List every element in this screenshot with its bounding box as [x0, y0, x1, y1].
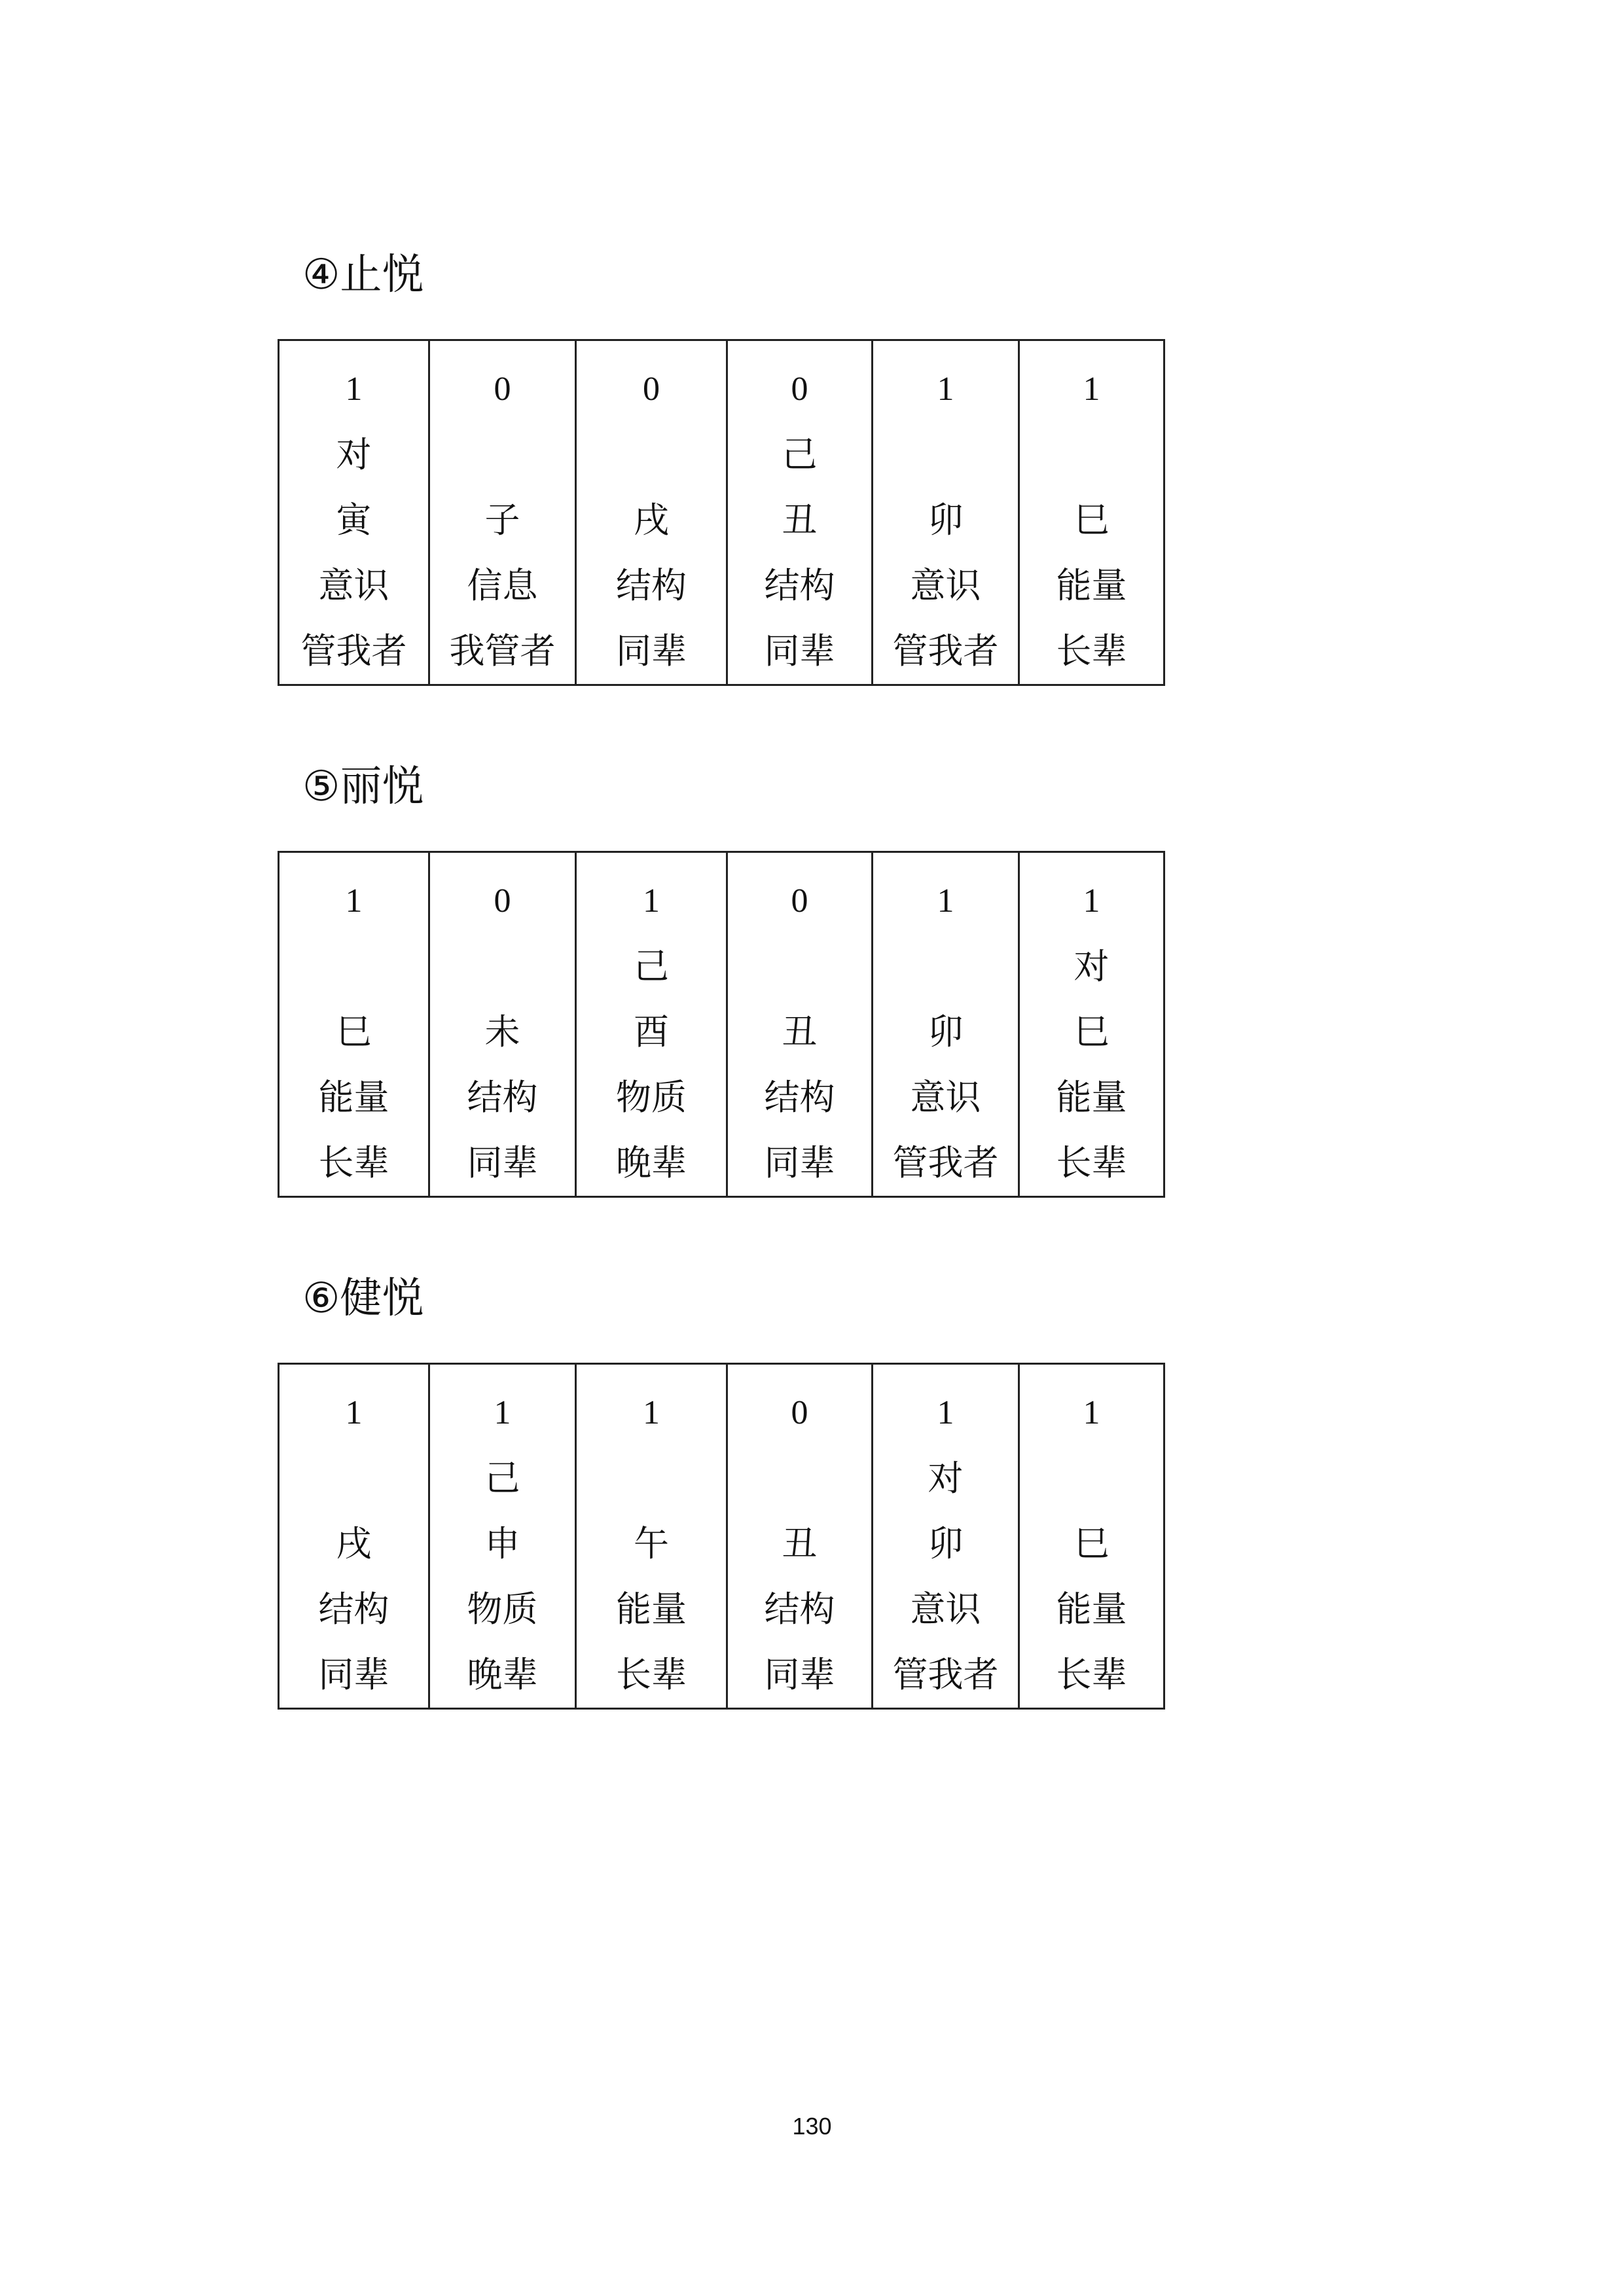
- bit-value: 1: [1083, 882, 1100, 920]
- category: 物质: [467, 1588, 538, 1630]
- relation-mark: [728, 1446, 871, 1511]
- role: 我管者: [449, 630, 556, 672]
- role: 同辈: [764, 1142, 835, 1183]
- bit-value: 1: [937, 882, 954, 920]
- table-cell: [429, 1364, 576, 1709]
- relation-mark: 己: [782, 434, 818, 475]
- role: 管我者: [892, 630, 999, 672]
- page-number: 130: [792, 2113, 832, 2140]
- table-cell: [429, 852, 576, 1197]
- role: 同辈: [467, 1142, 538, 1183]
- earthly-branch: 戌: [634, 499, 669, 541]
- role: 同辈: [318, 1654, 389, 1695]
- bit-value: 0: [791, 1394, 808, 1431]
- table-cell: [873, 852, 1019, 1197]
- category: 意识: [910, 1588, 981, 1630]
- category: 能量: [1056, 1077, 1127, 1118]
- relation-mark: [280, 1446, 428, 1511]
- category: 结构: [764, 1077, 835, 1118]
- relation-mark: [728, 934, 871, 999]
- table-cell: [873, 340, 1019, 685]
- table-cell: [576, 1364, 727, 1709]
- table-cell: [279, 1364, 429, 1709]
- bit-value: 1: [643, 1394, 660, 1431]
- category: 意识: [910, 565, 981, 606]
- relation-mark: [430, 934, 575, 999]
- earthly-branch: 卯: [928, 499, 964, 541]
- earthly-branch: 卯: [928, 1523, 964, 1564]
- category: 能量: [1056, 565, 1127, 606]
- bit-value: 1: [937, 370, 954, 408]
- relation-mark: [577, 422, 726, 488]
- table-cell: [1019, 1364, 1164, 1709]
- table-cell: [1019, 340, 1164, 685]
- bit-value: 1: [345, 370, 363, 408]
- relation-mark: [1020, 1446, 1163, 1511]
- category: 结构: [764, 565, 835, 606]
- earthly-branch: 寅: [336, 499, 372, 541]
- table-row: [279, 340, 1164, 685]
- role: 管我者: [892, 1654, 999, 1695]
- relation-mark: 己: [634, 946, 669, 987]
- earthly-branch: 戌: [336, 1523, 372, 1564]
- table-row: [279, 1364, 1164, 1709]
- bit-value: 1: [643, 882, 660, 920]
- role: 长辈: [616, 1654, 687, 1695]
- role: 同辈: [764, 630, 835, 672]
- hexagram-table: [278, 339, 1165, 686]
- section-title: ⑥健悦: [302, 1274, 424, 1323]
- role: 晚辈: [467, 1654, 538, 1695]
- bit-value: 0: [791, 882, 808, 920]
- role: 长辈: [318, 1142, 389, 1183]
- table-cell: [429, 340, 576, 685]
- hexagram-table: [278, 1363, 1165, 1710]
- category: 信息: [467, 565, 538, 606]
- table-cell: [279, 852, 429, 1197]
- bit-value: 0: [791, 370, 808, 408]
- earthly-branch: 巳: [1074, 499, 1110, 541]
- earthly-branch: 酉: [634, 1011, 669, 1052]
- relation-mark: [873, 934, 1018, 999]
- earthly-branch: 丑: [782, 1523, 818, 1564]
- category: 结构: [467, 1077, 538, 1118]
- category: 结构: [318, 1588, 389, 1630]
- table-cell: [873, 1364, 1019, 1709]
- role: 晚辈: [616, 1142, 687, 1183]
- earthly-branch: 申: [484, 1523, 520, 1564]
- earthly-branch: 巳: [1074, 1011, 1110, 1052]
- category: 能量: [1056, 1588, 1127, 1630]
- role: 长辈: [1056, 1654, 1127, 1695]
- earthly-branch: 丑: [782, 1011, 818, 1052]
- table-cell: [1019, 852, 1164, 1197]
- earthly-branch: 巳: [1074, 1523, 1110, 1564]
- bit-value: 1: [1083, 1394, 1100, 1431]
- category: 意识: [318, 565, 389, 606]
- category: 物质: [616, 1077, 687, 1118]
- role: 管我者: [892, 1142, 999, 1183]
- table-row: [279, 852, 1164, 1197]
- earthly-branch: 卯: [928, 1011, 964, 1052]
- relation-mark: 己: [484, 1458, 520, 1499]
- bit-value: 1: [345, 882, 363, 920]
- category: 结构: [616, 565, 687, 606]
- earthly-branch: 巳: [336, 1011, 372, 1052]
- relation-mark: [873, 422, 1018, 488]
- table-cell: [279, 340, 429, 685]
- relation-mark: 对: [1074, 946, 1110, 987]
- role: 长辈: [1056, 1142, 1127, 1183]
- earthly-branch: 未: [484, 1011, 520, 1052]
- relation-mark: [430, 422, 575, 488]
- category: 结构: [764, 1588, 835, 1630]
- role: 同辈: [764, 1654, 835, 1695]
- table-cell: [727, 1364, 873, 1709]
- role: 长辈: [1056, 630, 1127, 672]
- role: 同辈: [616, 630, 687, 672]
- hexagram-table: [278, 851, 1165, 1198]
- table-cell: [576, 340, 727, 685]
- relation-mark: 对: [336, 434, 372, 475]
- bit-value: 0: [643, 370, 660, 408]
- bit-value: 1: [937, 1394, 954, 1431]
- section-title: ④止悦: [302, 251, 424, 299]
- bit-value: 1: [345, 1394, 363, 1431]
- relation-mark: [1020, 422, 1163, 488]
- bit-value: 1: [494, 1394, 511, 1431]
- bit-value: 0: [494, 882, 511, 920]
- table-cell: [727, 852, 873, 1197]
- bit-value: 1: [1083, 370, 1100, 408]
- category: 意识: [910, 1077, 981, 1118]
- bit-value: 0: [494, 370, 511, 408]
- relation-mark: 对: [928, 1458, 964, 1499]
- earthly-branch: 午: [634, 1523, 669, 1564]
- role: 管我者: [300, 630, 407, 672]
- section-title: ⑤丽悦: [302, 762, 424, 811]
- category: 能量: [616, 1588, 687, 1630]
- table-cell: [727, 340, 873, 685]
- relation-mark: [280, 934, 428, 999]
- earthly-branch: 子: [484, 499, 520, 541]
- relation-mark: [577, 1446, 726, 1511]
- category: 能量: [318, 1077, 389, 1118]
- earthly-branch: 丑: [782, 499, 818, 541]
- table-cell: [576, 852, 727, 1197]
